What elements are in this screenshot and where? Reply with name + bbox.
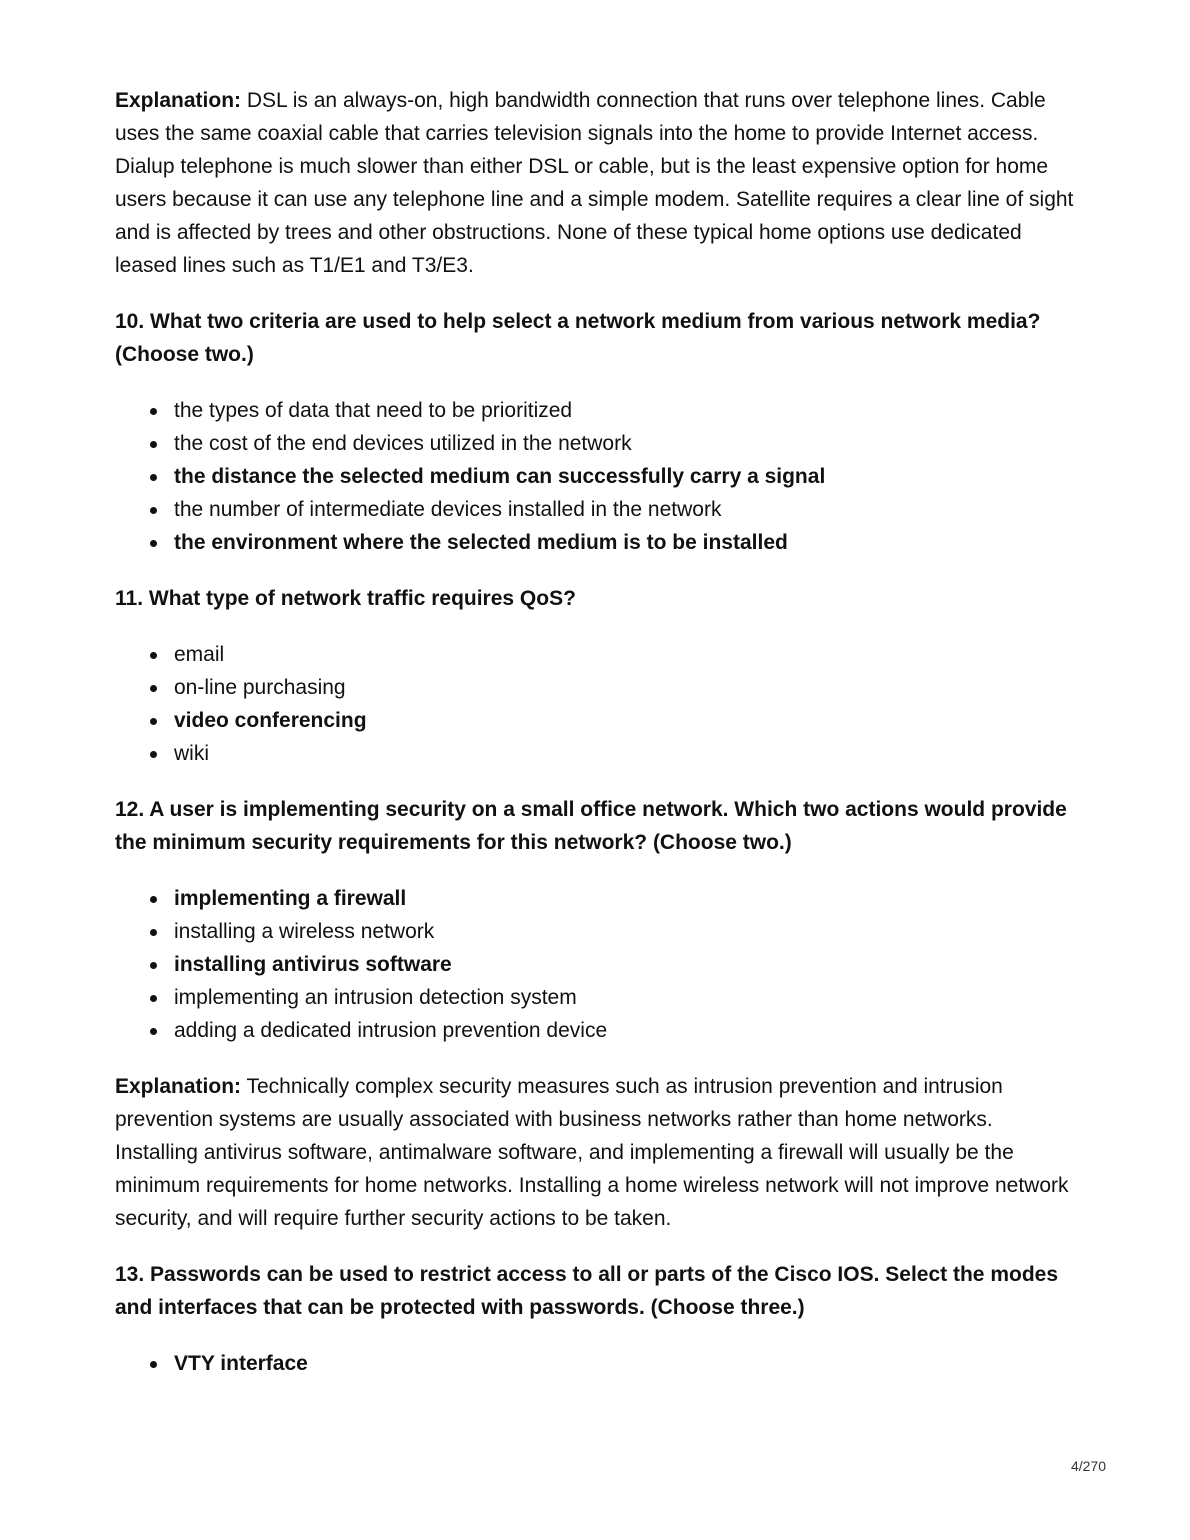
option: email	[115, 638, 1080, 671]
explanation-text: DSL is an always-on, high bandwidth connection that runs over telephone lines. Cable uses the same coaxial cable that carries television signals into the home to provide Internet access. Dialup telephone is much slower than either DSL or cable, but is the least expensive option for home users because it can use any telephone line and a simple modem. Satellite requires a clear line of sight and is affected by trees and other obstructions. None of these typical home options use dedicated leased lines such as T1/E1 and T3/E3.	[115, 89, 1074, 277]
correct-option: video conferencing	[115, 704, 1080, 737]
explanation-paragraph	[115, 1070, 1080, 1235]
option: installing a wireless network	[115, 915, 1080, 948]
question-12: 12. A user is implementing security on a small office network. Which two actions would provide the minimum security requirements for this network? (Choose two.)	[115, 798, 1067, 854]
correct-option: installing antivirus software	[115, 948, 1080, 981]
question-11-options	[115, 638, 1080, 770]
document-page	[115, 84, 1080, 1403]
option: the cost of the end devices utilized in the network	[115, 427, 1080, 460]
question-10: 10. What two criteria are used to help select a network medium from various network media? (Choose two.)	[115, 310, 1041, 366]
option: wiki	[115, 737, 1080, 770]
option: adding a dedicated intrusion prevention device	[115, 1014, 1080, 1047]
question-12-options	[115, 882, 1080, 1047]
correct-option: VTY interface	[115, 1347, 1080, 1380]
question-11: 11. What type of network traffic requires QoS?	[115, 587, 576, 610]
explanation-label: Explanation:	[115, 89, 242, 112]
correct-option: the distance the selected medium can successfully carry a signal	[115, 460, 1080, 493]
correct-option: the environment where the selected medium is to be installed	[115, 526, 1080, 559]
question-13: 13. Passwords can be used to restrict access to all or parts of the Cisco IOS. Select the modes and interfaces that can be protected with passwords. (Choose three.)	[115, 1263, 1059, 1319]
correct-option: implementing a firewall	[115, 882, 1080, 915]
option: the types of data that need to be prioritized	[115, 394, 1080, 427]
option: the number of intermediate devices installed in the network	[115, 493, 1080, 526]
question-10-options	[115, 394, 1080, 559]
explanation-text: Technically complex security measures such as intrusion prevention and intrusion prevention systems are usually associated with business networks rather than home networks. Installing antivirus software, antimalware software, and implementing a firewall will usually be the minimum requirements for home networks. Installing a home wireless network will not improve network security, and will require further security actions to be taken.	[115, 1075, 1069, 1230]
explanation-paragraph	[115, 84, 1080, 282]
page-number: 4/270	[1070, 1458, 1106, 1474]
question-13-options	[115, 1347, 1080, 1380]
option: on-line purchasing	[115, 671, 1080, 704]
option: implementing an intrusion detection system	[115, 981, 1080, 1014]
explanation-label: Explanation:	[115, 1075, 242, 1098]
